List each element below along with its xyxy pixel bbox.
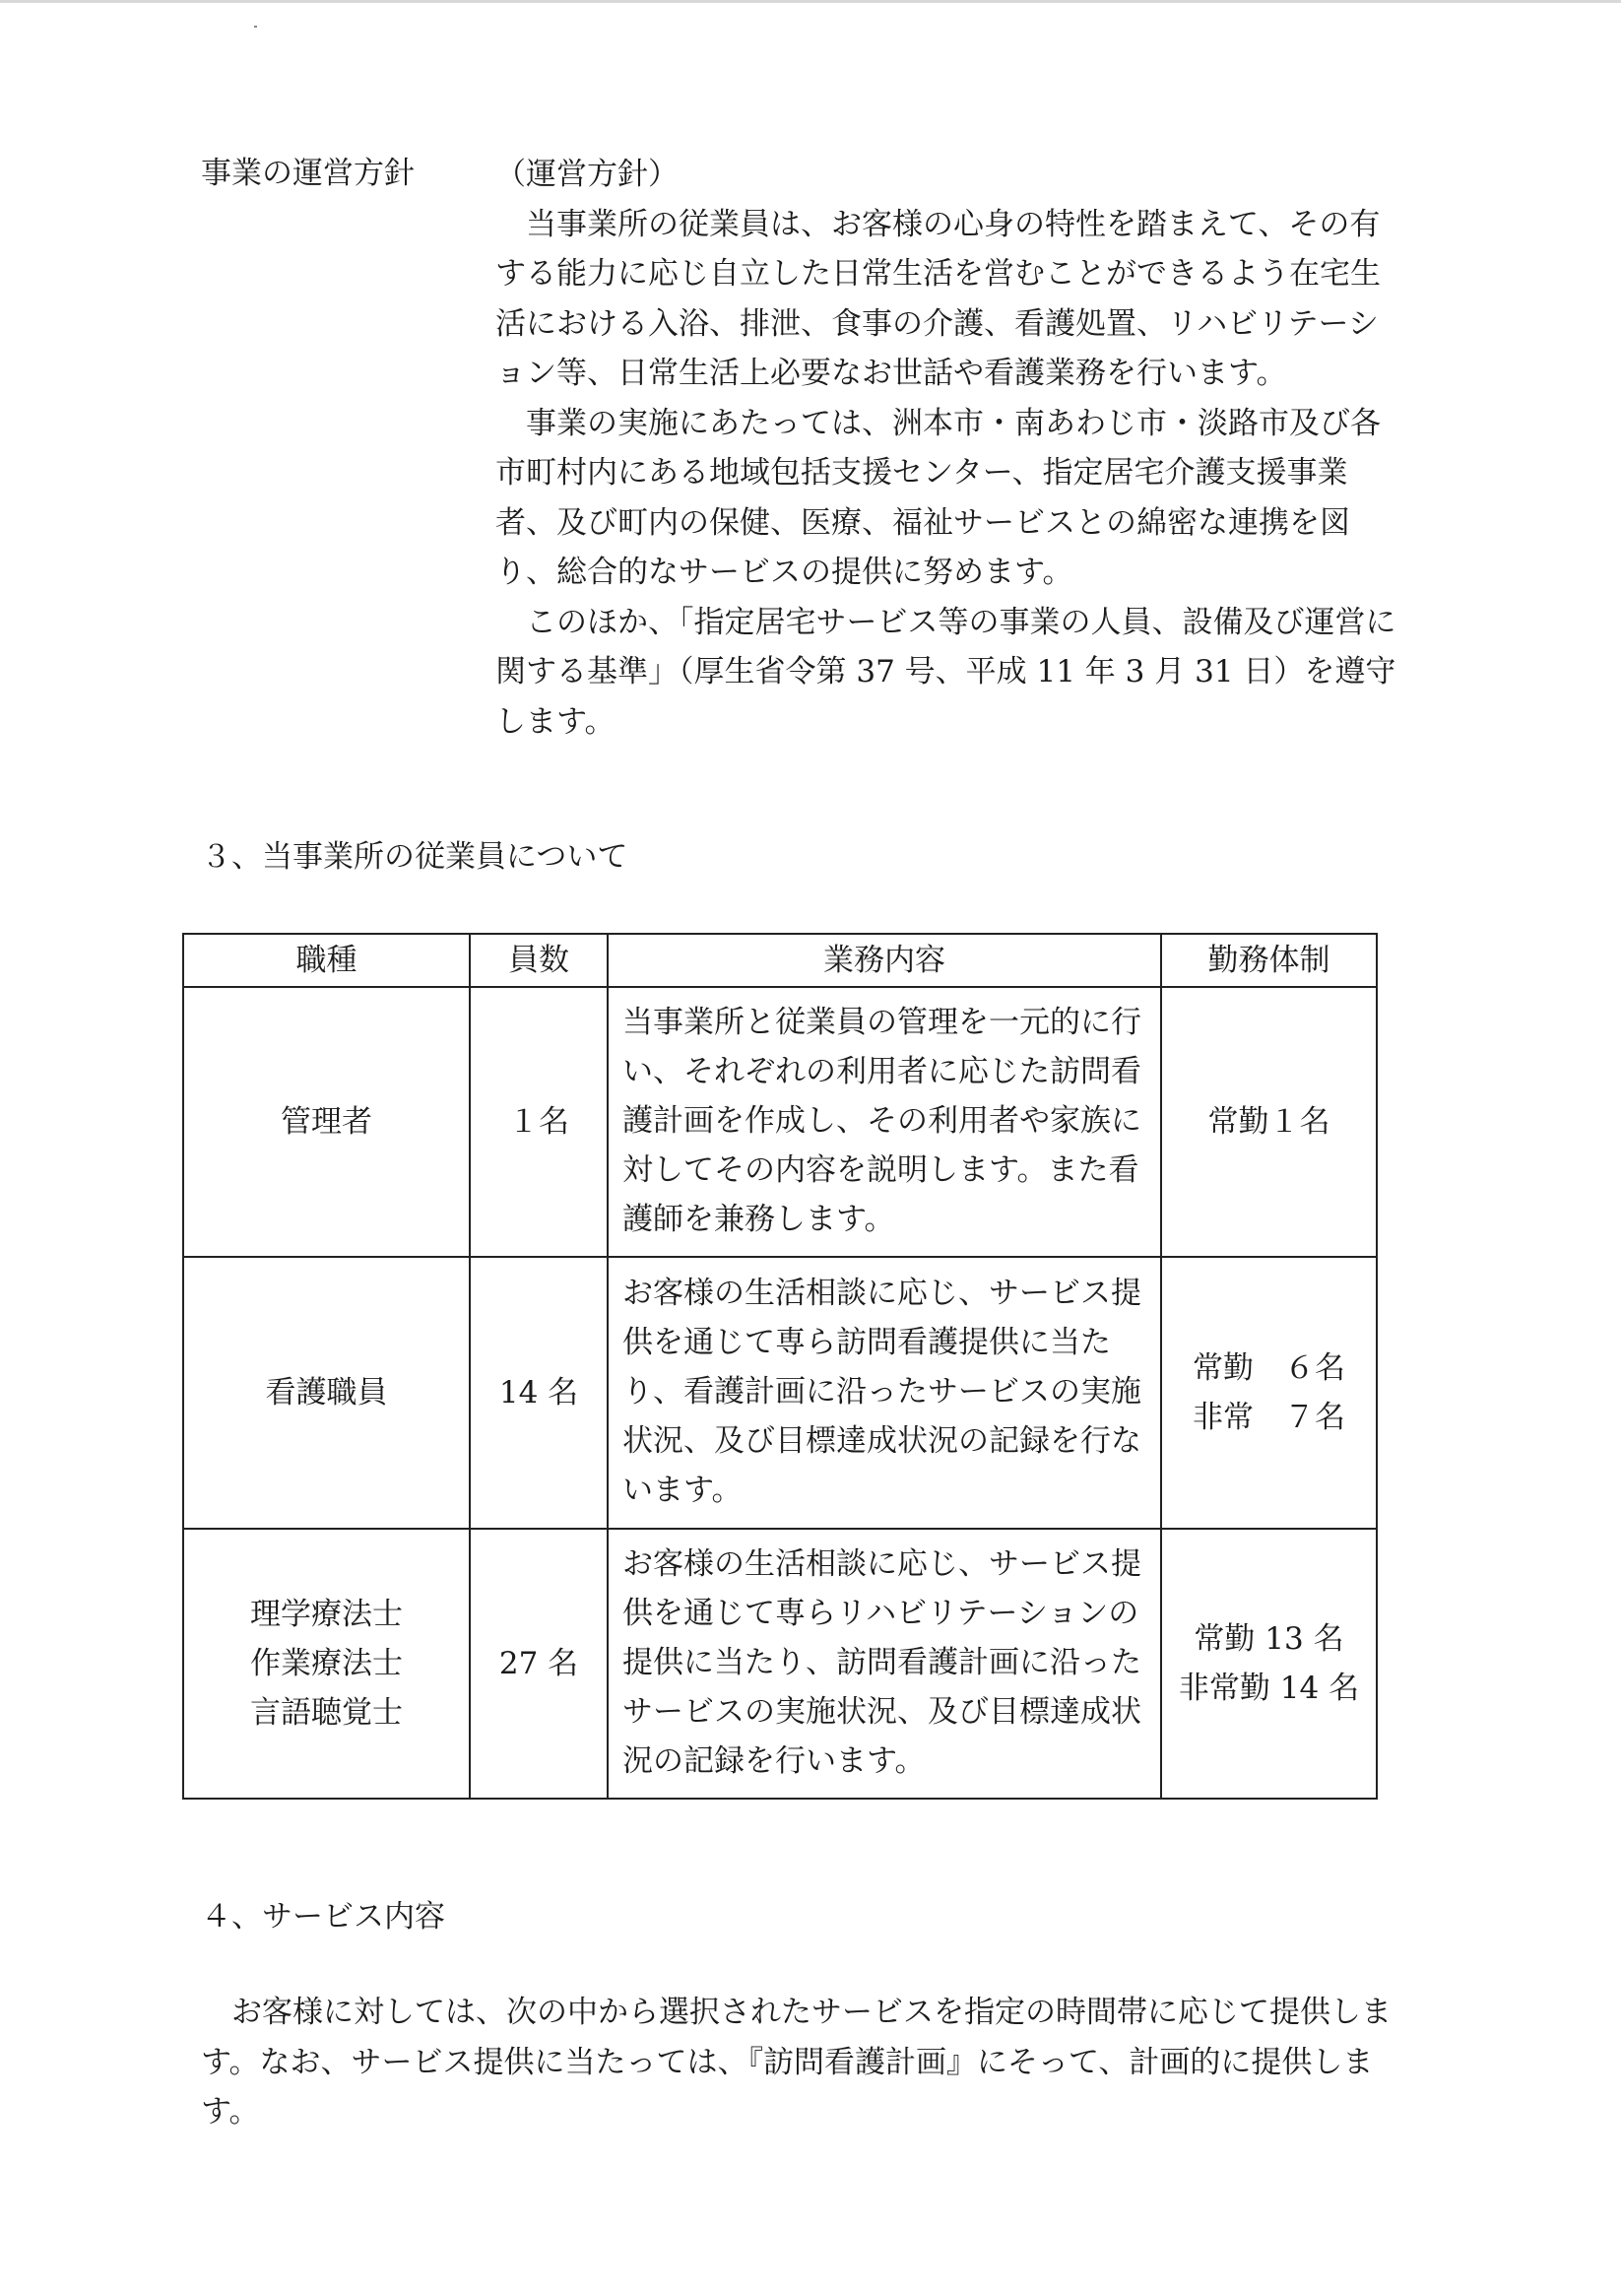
count-cell: 27 名 [470, 1529, 608, 1799]
schedule-line: 非常 ７名 [1193, 1400, 1345, 1435]
count-cell: １名 [470, 987, 608, 1257]
schedule-line: 常勤 ６名 [1193, 1350, 1345, 1386]
duties-cell: 当事業所と従業員の管理を一元的に行い、それぞれの利用者に応じた訪問看護計画を作成し、その利用者や家族に対してその内容を説明します。また看護師を兼務します。 [608, 987, 1161, 1257]
job-cell [183, 987, 470, 1257]
policy-paragraph-1: 当事業所の従業員は、お客様の心身の特性を踏まえて、その有する能力に応じ自立した日常生活を営むことができるよう在宅生活における入浴、排泄、食事の介護、看護処置、リハビリテーション等、日常生活上必要なお世話や看護業務を行います。 [495, 206, 1381, 391]
job-cell [183, 1257, 470, 1529]
schedule-line: 非常勤 14 名 [1178, 1671, 1360, 1706]
duties-cell: お客様の生活相談に応じ、サービス提供を通じて専らリハビリテーションの提供に当たり、訪問看護計画に沿ったサービスの実施状況、及び目標達成状況の記録を行います。 [608, 1529, 1161, 1799]
header-duties: 業務内容 [608, 934, 1161, 987]
policy-label: 事業の運営方針 [201, 156, 415, 191]
table-row [183, 987, 1377, 1257]
service-paragraph: お客様に対しては、次の中から選択されたサービスを指定の時間帯に応じて提供します。なお、サービス提供に当たっては、『訪問看護計画』にそって、計画的に提供します。 [201, 1995, 1392, 2130]
schedule-cell [1161, 1529, 1377, 1799]
count-cell: 14 名 [470, 1257, 608, 1529]
job-cell [183, 1529, 470, 1799]
staff-table [182, 933, 1378, 1800]
policy-paragraph-3: このほか、「指定居宅サービス等の事業の人員、設備及び運営に関する基準」（厚生省令第 37 号、平成 11 年 3 月 31 日）を遵守します。 [495, 604, 1396, 740]
table-row [183, 1529, 1377, 1799]
header-job: 職種 [183, 934, 470, 987]
policy-body [495, 150, 1396, 747]
job-title: 言語聴覚士 [250, 1695, 403, 1731]
job-title: 管理者 [281, 1104, 372, 1140]
duties-cell: お客様の生活相談に応じ、サービス提供を通じて専ら訪問看護提供に当たり、看護計画に沿ったサービスの実施状況、及び目標達成状況の記録を行ないます。 [608, 1257, 1161, 1529]
schedule-line: 常勤 13 名 [1194, 1621, 1344, 1657]
service-body [201, 1988, 1396, 2137]
section-4-heading: ４、サービス内容 [201, 1899, 445, 1935]
job-title: 看護職員 [265, 1375, 388, 1410]
job-title: 理学療法士 [250, 1597, 403, 1632]
header-count: 員数 [470, 934, 608, 987]
policy-heading: （運営方針） [495, 157, 679, 192]
header-schedule: 勤務体制 [1161, 934, 1377, 987]
schedule-line: 常勤１名 [1207, 1104, 1330, 1140]
table-header-row [183, 934, 1377, 987]
section-3-heading: ３、当事業所の従業員について [201, 839, 628, 875]
table-row [183, 1257, 1377, 1529]
policy-paragraph-2: 事業の実施にあたっては、洲本市・南あわじ市・淡路市及び各市町村内にある地域包括支援センター、指定居宅介護支援事業者、及び町内の保健、医療、福祉サービスとの綿密な連携を図り、総合的なサービスの提供に努めます。 [495, 405, 1381, 590]
job-title: 作業療法士 [250, 1646, 403, 1681]
schedule-cell [1161, 987, 1377, 1257]
scan-top-edge [0, 0, 1621, 3]
scan-speck [254, 26, 257, 28]
schedule-cell [1161, 1257, 1377, 1529]
